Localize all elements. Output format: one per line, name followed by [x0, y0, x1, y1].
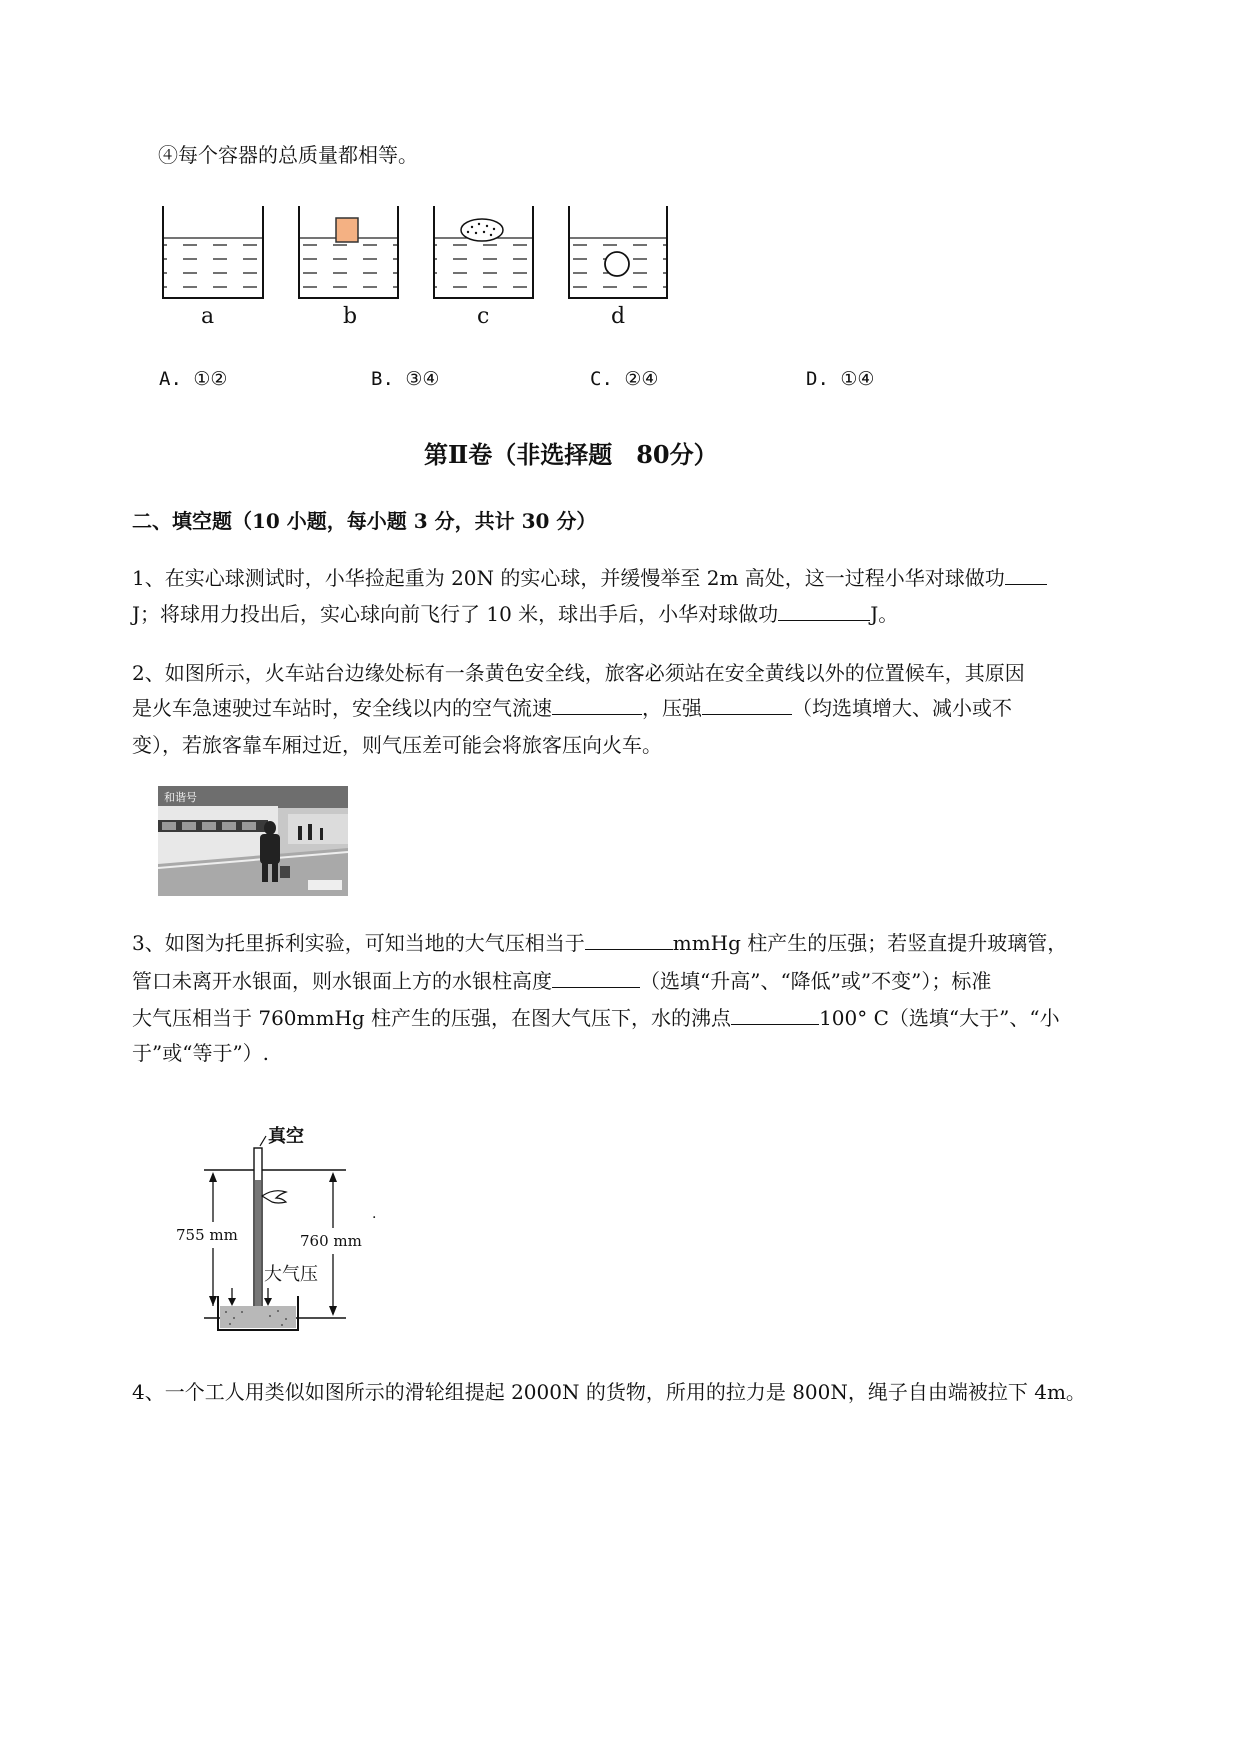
option-b[interactable] — [371, 368, 439, 390]
option-letter: D. — [806, 368, 829, 390]
q1-line2 — [132, 598, 898, 629]
train-station-photo — [158, 786, 348, 896]
submerged-ball — [605, 252, 629, 276]
container-b — [299, 206, 398, 298]
q2-blank1[interactable] — [552, 692, 642, 715]
vacuum-label: 真空 — [268, 1126, 304, 1147]
q3-text: 大气压相当于 760mmHg 柱产生的压强，在图大气压下，水的沸点 — [132, 1006, 732, 1030]
floating-ellipse — [461, 219, 503, 241]
q2-text: 是火车急速驶过车站时，安全线以内的空气流速 — [132, 696, 552, 720]
q1-text: J；将球用力投出后，实心球向前飞行了 10 米，球出手后，小华对球做功 — [132, 602, 779, 626]
option-text: ②④ — [624, 368, 659, 390]
q3-blank3[interactable] — [731, 1002, 819, 1025]
right-height-label: 760 mm — [300, 1232, 362, 1250]
q2-text: （均选填增大、减小或不 — [792, 696, 1012, 720]
q1-text: J。 — [870, 602, 899, 626]
q3-line2 — [132, 965, 991, 996]
option-letter: A. — [159, 368, 182, 390]
option-text: ③④ — [405, 368, 440, 390]
q3-line1 — [132, 927, 1067, 958]
left-height-label: 755 mm — [176, 1226, 238, 1244]
option-a[interactable] — [159, 368, 227, 390]
statement-4: ④每个容器的总质量都相等。 — [158, 143, 418, 167]
option-d[interactable] — [806, 368, 874, 390]
option-c[interactable] — [590, 368, 658, 390]
q2-line2 — [132, 692, 1012, 723]
q3-text: 100° C（选填“大于”、“小 — [819, 1006, 1060, 1030]
container-d — [569, 206, 667, 298]
container-label-c: c — [477, 304, 490, 329]
q3-text: 管口未离开水银面，则水银面上方的水银柱高度 — [132, 969, 552, 993]
q1-text: 1、在实心球测试时，小华捡起重为 20N 的实心球，并缓慢举至 2m 高处，这一过程小华对球做功 — [132, 566, 1005, 590]
stray-mark: · — [372, 1210, 377, 1226]
q4-line1: 4、一个工人用类似如图所示的滑轮组提起 2000N 的货物，所用的拉力是 800N，绳子自由端被拉下 4m。 — [132, 1380, 1086, 1404]
option-text: ①④ — [840, 368, 875, 390]
q1-line1 — [132, 562, 1047, 593]
q1-blank2[interactable] — [778, 598, 870, 621]
q2-line3: 变），若旅客靠车厢过近，则气压差可能会将旅客压向火车。 — [132, 733, 662, 757]
container-a — [163, 206, 263, 298]
q2-line1: 2、如图所示，火车站台边缘处标有一条黄色安全线，旅客必须站在安全黄线以外的位置候车，其原因 — [132, 661, 1025, 685]
q3-blank1[interactable] — [585, 927, 673, 950]
q3-text: （选填“升高”、“降低”或”不变”）；标准 — [640, 969, 992, 993]
q1-blank1[interactable] — [1005, 562, 1047, 585]
floating-block — [336, 218, 358, 242]
part2-title: 第Ⅱ卷（非选择题 80分） — [424, 440, 718, 469]
atm-label: 大气压 — [264, 1264, 318, 1285]
container-c — [434, 206, 533, 298]
container-label-a: a — [201, 304, 215, 329]
torricelli-figure — [172, 1122, 392, 1352]
photo-sign: 和谐号 — [164, 791, 197, 804]
section2-heading: 二、填空题（10 小题，每小题 3 分，共计 30 分） — [132, 509, 597, 533]
q3-blank2[interactable] — [552, 965, 640, 988]
q2-text: ，压强 — [642, 696, 702, 720]
option-letter: C. — [590, 368, 613, 390]
q2-blank2[interactable] — [702, 692, 792, 715]
option-text: ①② — [193, 368, 228, 390]
q3-text: 3、如图为托里拆利实验，可知当地的大气压相当于 — [132, 931, 585, 955]
container-label-b: b — [343, 304, 358, 329]
q3-line4: 于”或“等于”）. — [132, 1041, 270, 1065]
q3-line3 — [132, 1002, 1060, 1033]
q3-text: mmHg 柱产生的压强；若竖直提升玻璃管， — [672, 931, 1068, 955]
container-label-d: d — [611, 304, 626, 329]
option-letter: B. — [371, 368, 394, 390]
